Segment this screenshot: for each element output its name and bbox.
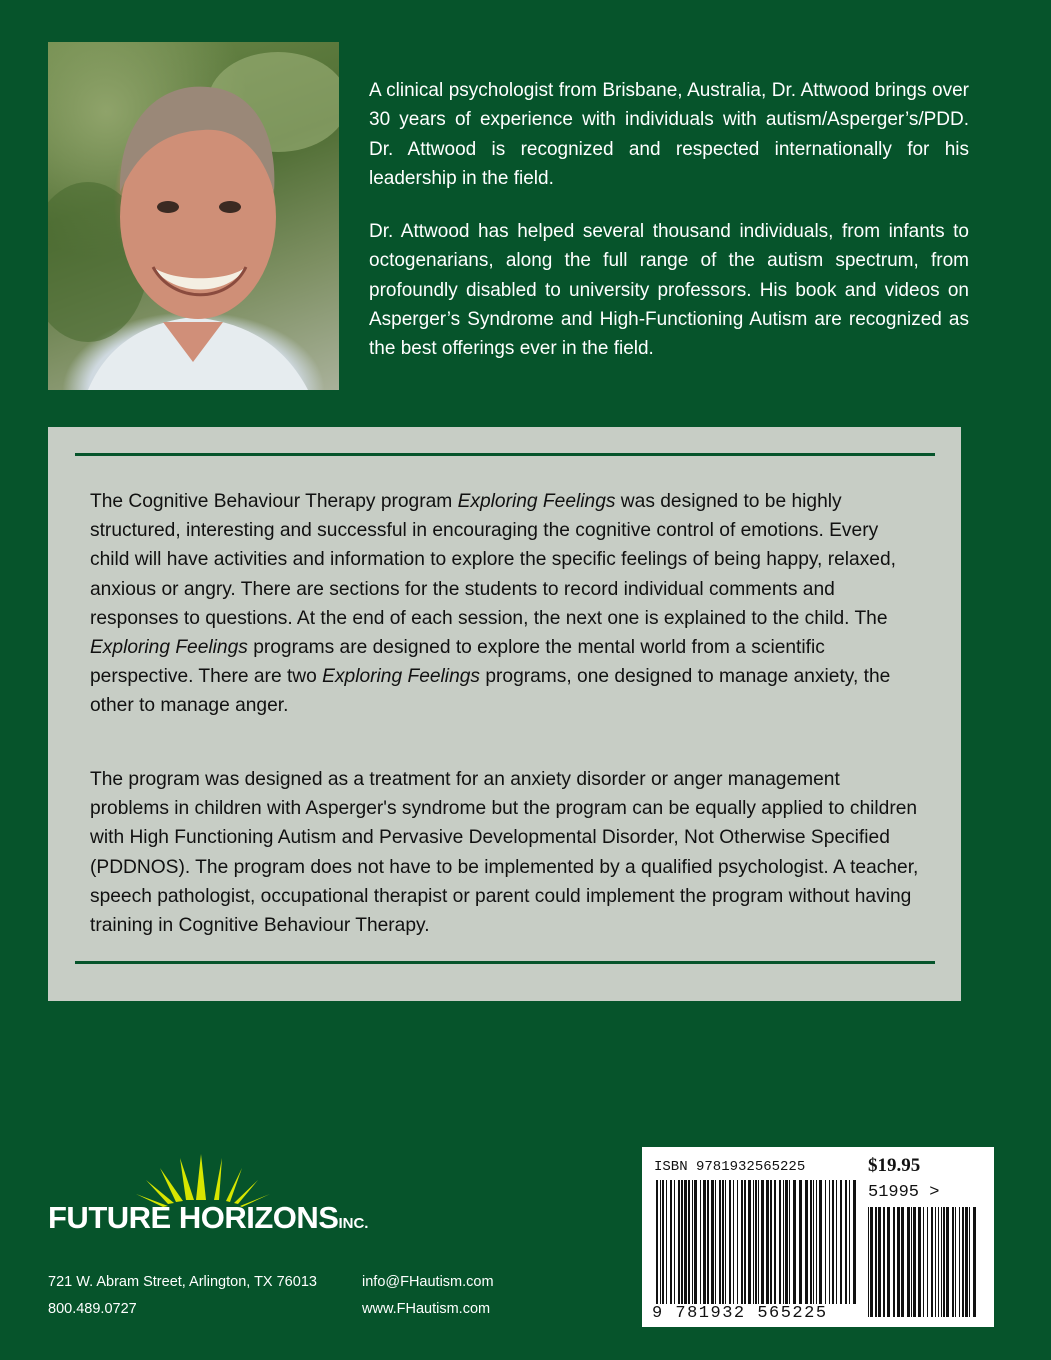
barcode-bar <box>711 1180 714 1304</box>
barcode-bar <box>938 1207 939 1317</box>
description-paragraph-1 <box>90 487 920 721</box>
desc-text: programs are designed to explore the mental world from a scientific perspective. There are two <box>90 637 825 688</box>
barcode-bar <box>870 1207 873 1317</box>
barcode-bar <box>753 1180 754 1304</box>
book-title: Exploring Feelings <box>322 666 481 688</box>
panel-top-rule <box>75 453 935 456</box>
barcode-bar <box>832 1180 834 1304</box>
barcode-bar <box>965 1207 968 1317</box>
barcode-bar <box>952 1207 954 1317</box>
barcode-bar <box>748 1180 751 1304</box>
barcode-bar <box>766 1180 769 1304</box>
barcode-bar <box>744 1180 746 1304</box>
barcode-bar <box>845 1180 847 1304</box>
barcode-bar <box>666 1180 667 1304</box>
publisher-email: info@FHautism.com <box>362 1274 494 1290</box>
barcode-bar <box>678 1180 680 1304</box>
publisher-name-text: FUTURE HORIZONS <box>48 1200 339 1235</box>
isbn-barcode <box>656 1180 856 1304</box>
barcode-bar <box>758 1180 759 1304</box>
barcode-bar <box>789 1180 790 1304</box>
barcode-bar <box>931 1207 933 1317</box>
barcode-bar <box>729 1180 731 1304</box>
barcode-bar <box>918 1207 921 1317</box>
barcode-bar <box>901 1207 904 1317</box>
barcode-bar <box>913 1207 916 1317</box>
desc-text: The Cognitive Behaviour Therapy program <box>90 491 458 512</box>
book-title: Exploring Feelings <box>90 637 248 659</box>
barcode-bar <box>962 1207 964 1317</box>
barcode-bar <box>946 1207 949 1317</box>
isbn-label: ISBN 9781932565225 <box>654 1159 806 1175</box>
publisher-phone: 800.489.0727 <box>48 1301 137 1317</box>
barcode-bar <box>955 1207 956 1317</box>
bio-paragraph-1: A clinical psychologist from Brisbane, Australia, Dr. Attwood brings over 30 years of experience with individuals with autism/Asperger’s/PDD. Dr. Attwood is recognized and respected internationally for his leadership in the field. <box>369 80 969 189</box>
price-code: 51995 > <box>868 1183 940 1202</box>
barcode-bar <box>959 1207 960 1317</box>
barcode-bar <box>733 1180 734 1304</box>
barcode-bar <box>770 1180 772 1304</box>
barcode-bar <box>681 1180 683 1304</box>
barcode-bar <box>810 1180 812 1304</box>
barcode-bar <box>783 1180 784 1304</box>
publisher-name <box>48 1200 368 1236</box>
barcode-bar <box>670 1180 672 1304</box>
barcode-bar <box>825 1180 826 1304</box>
author-portrait-illustration <box>48 42 339 390</box>
barcode-bar <box>875 1207 877 1317</box>
barcode-bar <box>656 1180 658 1304</box>
barcode-bar <box>887 1207 890 1317</box>
publisher-suffix: INC. <box>338 1215 369 1232</box>
barcode-bar <box>737 1180 738 1304</box>
barcode-bar <box>684 1180 687 1304</box>
publisher-address: 721 W. Abram Street, Arlington, TX 76013 <box>48 1274 317 1290</box>
barcode-bar <box>774 1180 776 1304</box>
barcode-bar <box>715 1180 716 1304</box>
book-title: Exploring Feelings <box>457 491 616 512</box>
barcode-bar <box>741 1180 743 1304</box>
barcode-bar <box>927 1207 928 1317</box>
barcode-bar <box>761 1180 764 1304</box>
barcode-bar <box>897 1207 900 1317</box>
barcode-bar <box>694 1180 697 1304</box>
barcode-bar <box>703 1180 706 1304</box>
author-bio <box>369 76 969 388</box>
barcode-bar <box>911 1207 912 1317</box>
barcode-bar <box>836 1180 837 1304</box>
publisher-website: www.FHautism.com <box>362 1301 491 1317</box>
barcode-bar <box>849 1180 850 1304</box>
barcode-bar <box>700 1180 701 1304</box>
barcode-bar <box>868 1207 869 1317</box>
bio-paragraph-2: Dr. Attwood has helped several thousand individuals, from infants to octogenarians, along the full range of the autism spectrum, from profoundly disabled to university professors. His book and videos on Asperger’s Syndrome and High-Functioning Autism are recognized as the best offerings ever in the field. <box>369 221 969 360</box>
barcode-bar <box>805 1180 808 1304</box>
barcode-bar <box>819 1180 822 1304</box>
barcode-bar <box>853 1180 856 1304</box>
desc-text: was designed to be highly structured, interesting and successful in encouraging the cognitive control of emotions. Every child will have activities and information to explore the specific feelings of being happy, relaxed, anxious or angry. There are sections for the students to record individual comments and responses to questions. At the end of each session, the next one is explained to the child. The <box>90 491 896 629</box>
publisher-logo <box>48 1140 368 1240</box>
barcode-bar <box>722 1180 724 1304</box>
barcode-bar <box>935 1207 936 1317</box>
barcode-bar <box>674 1180 675 1304</box>
description-paragraph-2: The program was designed as a treatment for an anxiety disorder or anger management problems in children with Asperger's syndrome but the program can be equally applied to children with High Functioning Autism and Pervasive Developmental Disorder, Not Otherwise Specified (PDDNOS). The program does not have to be implemented by a qualified psychologist. A teacher, speech pathologist, occupational therapist or parent could implement the program without having training in Cognitive Behaviour Therapy. <box>90 769 919 937</box>
author-photo <box>48 42 339 390</box>
ean-digits: 9 781932 565225 <box>652 1304 828 1323</box>
barcode-bar <box>799 1180 802 1304</box>
barcode-bar <box>707 1180 709 1304</box>
barcode-bar <box>973 1207 976 1317</box>
panel-bottom-rule <box>75 961 935 964</box>
barcode-bar <box>829 1180 830 1304</box>
barcode-bar <box>785 1180 788 1304</box>
barcode-bar <box>969 1207 970 1317</box>
barcode-bar <box>941 1207 942 1317</box>
barcode-bar <box>692 1180 693 1304</box>
barcode-bar <box>660 1180 661 1304</box>
desc-text: programs, one designed to manage anxiety, the other to manage anger. <box>90 666 891 717</box>
barcode-bar <box>923 1207 924 1317</box>
barcode-bar <box>719 1180 721 1304</box>
barcode-bar <box>907 1207 910 1317</box>
barcode-bar <box>893 1207 895 1317</box>
barcode-bar <box>813 1180 814 1304</box>
barcode-bar <box>840 1180 842 1304</box>
barcode-bar <box>779 1180 781 1304</box>
price: $19.95 <box>868 1155 921 1176</box>
barcode-bar <box>883 1207 885 1317</box>
barcode-bar <box>688 1180 690 1304</box>
description-panel <box>48 427 961 1001</box>
barcode-bar <box>725 1180 726 1304</box>
barcode-bar <box>662 1180 664 1304</box>
price-barcode <box>868 1207 978 1317</box>
barcode-bar <box>816 1180 817 1304</box>
barcode-bar <box>755 1180 757 1304</box>
barcode-bar <box>943 1207 945 1317</box>
barcode-area <box>642 1147 994 1327</box>
barcode-bar <box>793 1180 796 1304</box>
barcode-bar <box>878 1207 881 1317</box>
